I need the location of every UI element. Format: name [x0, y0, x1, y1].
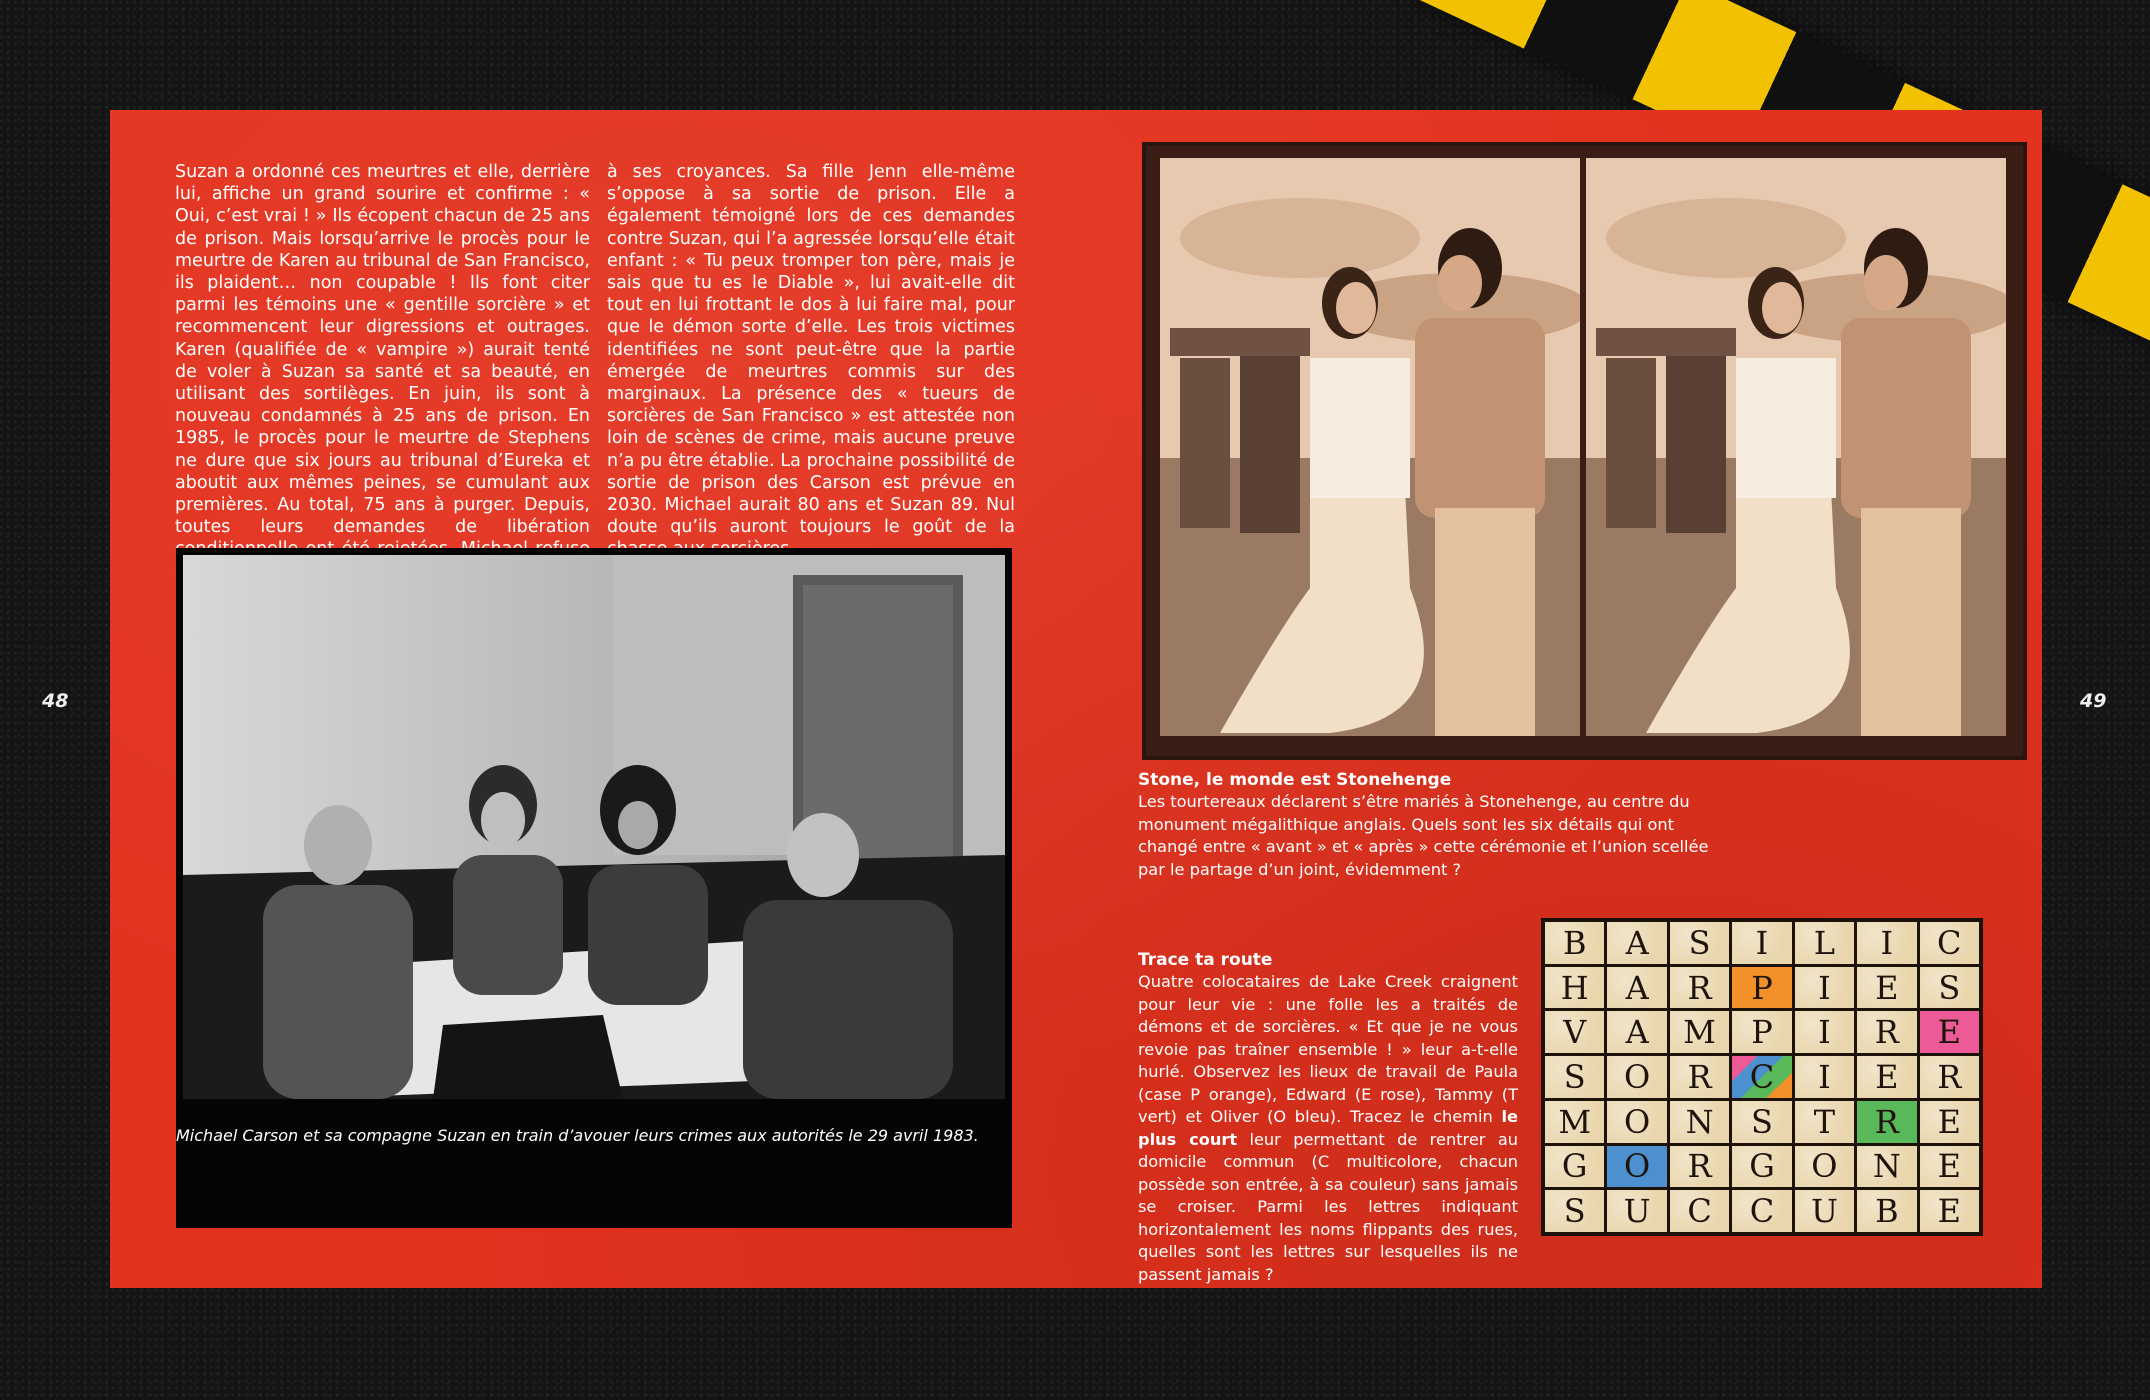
trace-body-part-1: Quatre colocataires de Lake Creek craignent pour leur vie : une folle les a traités de démons et de sorcières. « Et que je ne vous revoie pas traîner ensemble ! » leur a-t-elle hurlé. Observez les lieux de travail de Paula (case P orange), Edward (E rose), Tammy (T vert) et Oliver (O bleu). Tracez le chemin: [1138, 972, 1518, 1126]
grid-cell: R: [1857, 1011, 1916, 1053]
grid-cell: I: [1857, 922, 1916, 964]
grid-cell: U: [1607, 1190, 1666, 1232]
stonehenge-title: Stone, le monde est Stonehenge: [1138, 770, 1452, 790]
grid-cell: C: [1920, 922, 1979, 964]
article-column-1: [175, 161, 590, 583]
grid-cell: R: [1670, 967, 1729, 1009]
grid-cell: O: [1607, 1056, 1666, 1098]
grid-cell: I: [1795, 1056, 1854, 1098]
trace-body-bold: le plus court: [1138, 1107, 1518, 1149]
grid-cell: E: [1920, 1190, 1979, 1232]
grid-cell: R: [1670, 1146, 1729, 1188]
grid-cell: E: [1857, 1056, 1916, 1098]
grid-cell: I: [1732, 922, 1791, 964]
grid-cell: B: [1545, 922, 1604, 964]
grid-cell: G: [1545, 1146, 1604, 1188]
grid-cell: L: [1795, 922, 1854, 964]
grid-cell: E: [1920, 1146, 1979, 1188]
article-text-2: à ses croyances. Sa fille Jenn elle-même s’oppose à sa sortie de prison. Elle a également témoigné lors de ces demandes contre Suzan, qui l’a agressée lorsqu’elle était enfant : « Tu peux tromper ton père, mais je sais que tu es le Diable », lui avait-elle dit tout en lui frottant le dos à lui faire mal, pour que le démon sorte d’elle. Les trois victimes identifiées ne sont peut-être que la partie émergée de meurtres commis sur des marginaux. La présence des « tueurs de sorcières de San Francisco » est attestée non loin de scènes de crime, mais aucune preuve n’a pu être établie. La prochaine possibilité de sortie de prison des Carson est prévue en 2030. Michael aurait 80 ans et Suzan 89. Nul doute qu’ils auront toujours le goût de la: [607, 162, 1015, 538]
comic-panel-after: [1586, 158, 2006, 736]
grid-cell: N: [1670, 1101, 1729, 1143]
grid-cell: E: [1920, 1101, 1979, 1143]
grid-cell: P: [1732, 967, 1791, 1009]
letter-grid: [1541, 918, 1983, 1236]
grid-cell: E: [1920, 1011, 1979, 1053]
grid-cell: A: [1607, 1011, 1666, 1053]
grid-cell: S: [1732, 1101, 1791, 1143]
grid-cell: E: [1857, 967, 1916, 1009]
comic-panel-before: [1160, 158, 1580, 736]
grid-cell: S: [1545, 1056, 1604, 1098]
grid-cell: M: [1670, 1011, 1729, 1053]
article-text-1: Suzan a ordonné ces meurtres et elle, derrière lui, affiche un grand sourire et confirme : « Oui, c’est vrai ! » Ils écopent chacun de 25 ans de prison. Mais lorsqu’arrive le procès pour le meurtre de Karen au tribunal de San Francisco, ils plaident… non coupable ! Ils font citer parmi les témoins une « gentille sorcière » et recommencent leur digressions et outrages. Karen (qualifiée de « vampire ») aurait tenté de voler à Suzan sa santé et sa beauté, en utilisant des sortilèges. En juin, ils sont à nouveau condamnés à 25 ans de prison. En 1985, le procès pour le meurtre de Stephens ne dure que six jours au tribunal d’Eureka et aboutit aux mêmes peines, se cumulant aux premières. Au total, 75 ans à purger. Depuis, toutes leurs demandes de libération: [175, 162, 590, 538]
grid-cell: B: [1857, 1190, 1916, 1232]
page-number-right: 49: [2080, 690, 2107, 712]
trace-body-part-2: leur permettant de rentrer au domicile commun (C multicolore, chacun possède son entrée, à sa couleur) sans jamais se croiser. Parmi les lettres indiquant horizontalement les noms flippants des rues, quelles sont les lettres sur lesquelles ils ne passent jamais ?: [1138, 1129, 1518, 1284]
magazine-spread: [110, 110, 2042, 1288]
grid-cell: O: [1607, 1101, 1666, 1143]
article-column-2: [607, 161, 1015, 561]
grid-cell: C: [1732, 1056, 1791, 1098]
page-number-left: 48: [42, 690, 69, 712]
grid-cell: O: [1795, 1146, 1854, 1188]
grid-cell: O: [1607, 1146, 1666, 1188]
grid-cell: T: [1795, 1101, 1854, 1143]
grid-cell: P: [1732, 1011, 1791, 1053]
grid-cell: M: [1545, 1101, 1604, 1143]
grid-cell: S: [1670, 922, 1729, 964]
grid-cell: R: [1670, 1056, 1729, 1098]
grid-cell: C: [1670, 1190, 1729, 1232]
stonehenge-body: Les tourtereaux déclarent s’être mariés à Stonehenge, au centre du monument mégalithique anglais. Quels sont les six détails qui ont changé entre « avant » et « après » cette cérémonie et l’union scellée par le partage d’un joint, évidemment ?: [1138, 792, 1709, 879]
grid-cell: R: [1857, 1101, 1916, 1143]
grid-cell: S: [1545, 1190, 1604, 1232]
grid-cell: I: [1795, 1011, 1854, 1053]
photo-caption: Michael Carson et sa compagne Suzan en train d’avouer leurs crimes aux autorités le 29 avril 1983.: [176, 1126, 979, 1145]
grid-cell: A: [1607, 922, 1666, 964]
trace-title: Trace ta route: [1138, 950, 1273, 970]
grid-cell: G: [1732, 1146, 1791, 1188]
spot-the-difference-frame: [1142, 142, 2027, 760]
grid-cell: S: [1920, 967, 1979, 1009]
grid-cell: H: [1545, 967, 1604, 1009]
trace-body: [1138, 971, 1518, 1286]
grid-cell: U: [1795, 1190, 1854, 1232]
grid-cell: A: [1607, 967, 1666, 1009]
grid-cell: N: [1857, 1146, 1916, 1188]
grid-cell: R: [1920, 1056, 1979, 1098]
grid-cell: I: [1795, 967, 1854, 1009]
grid-cell: C: [1732, 1190, 1791, 1232]
grid-cell: V: [1545, 1011, 1604, 1053]
